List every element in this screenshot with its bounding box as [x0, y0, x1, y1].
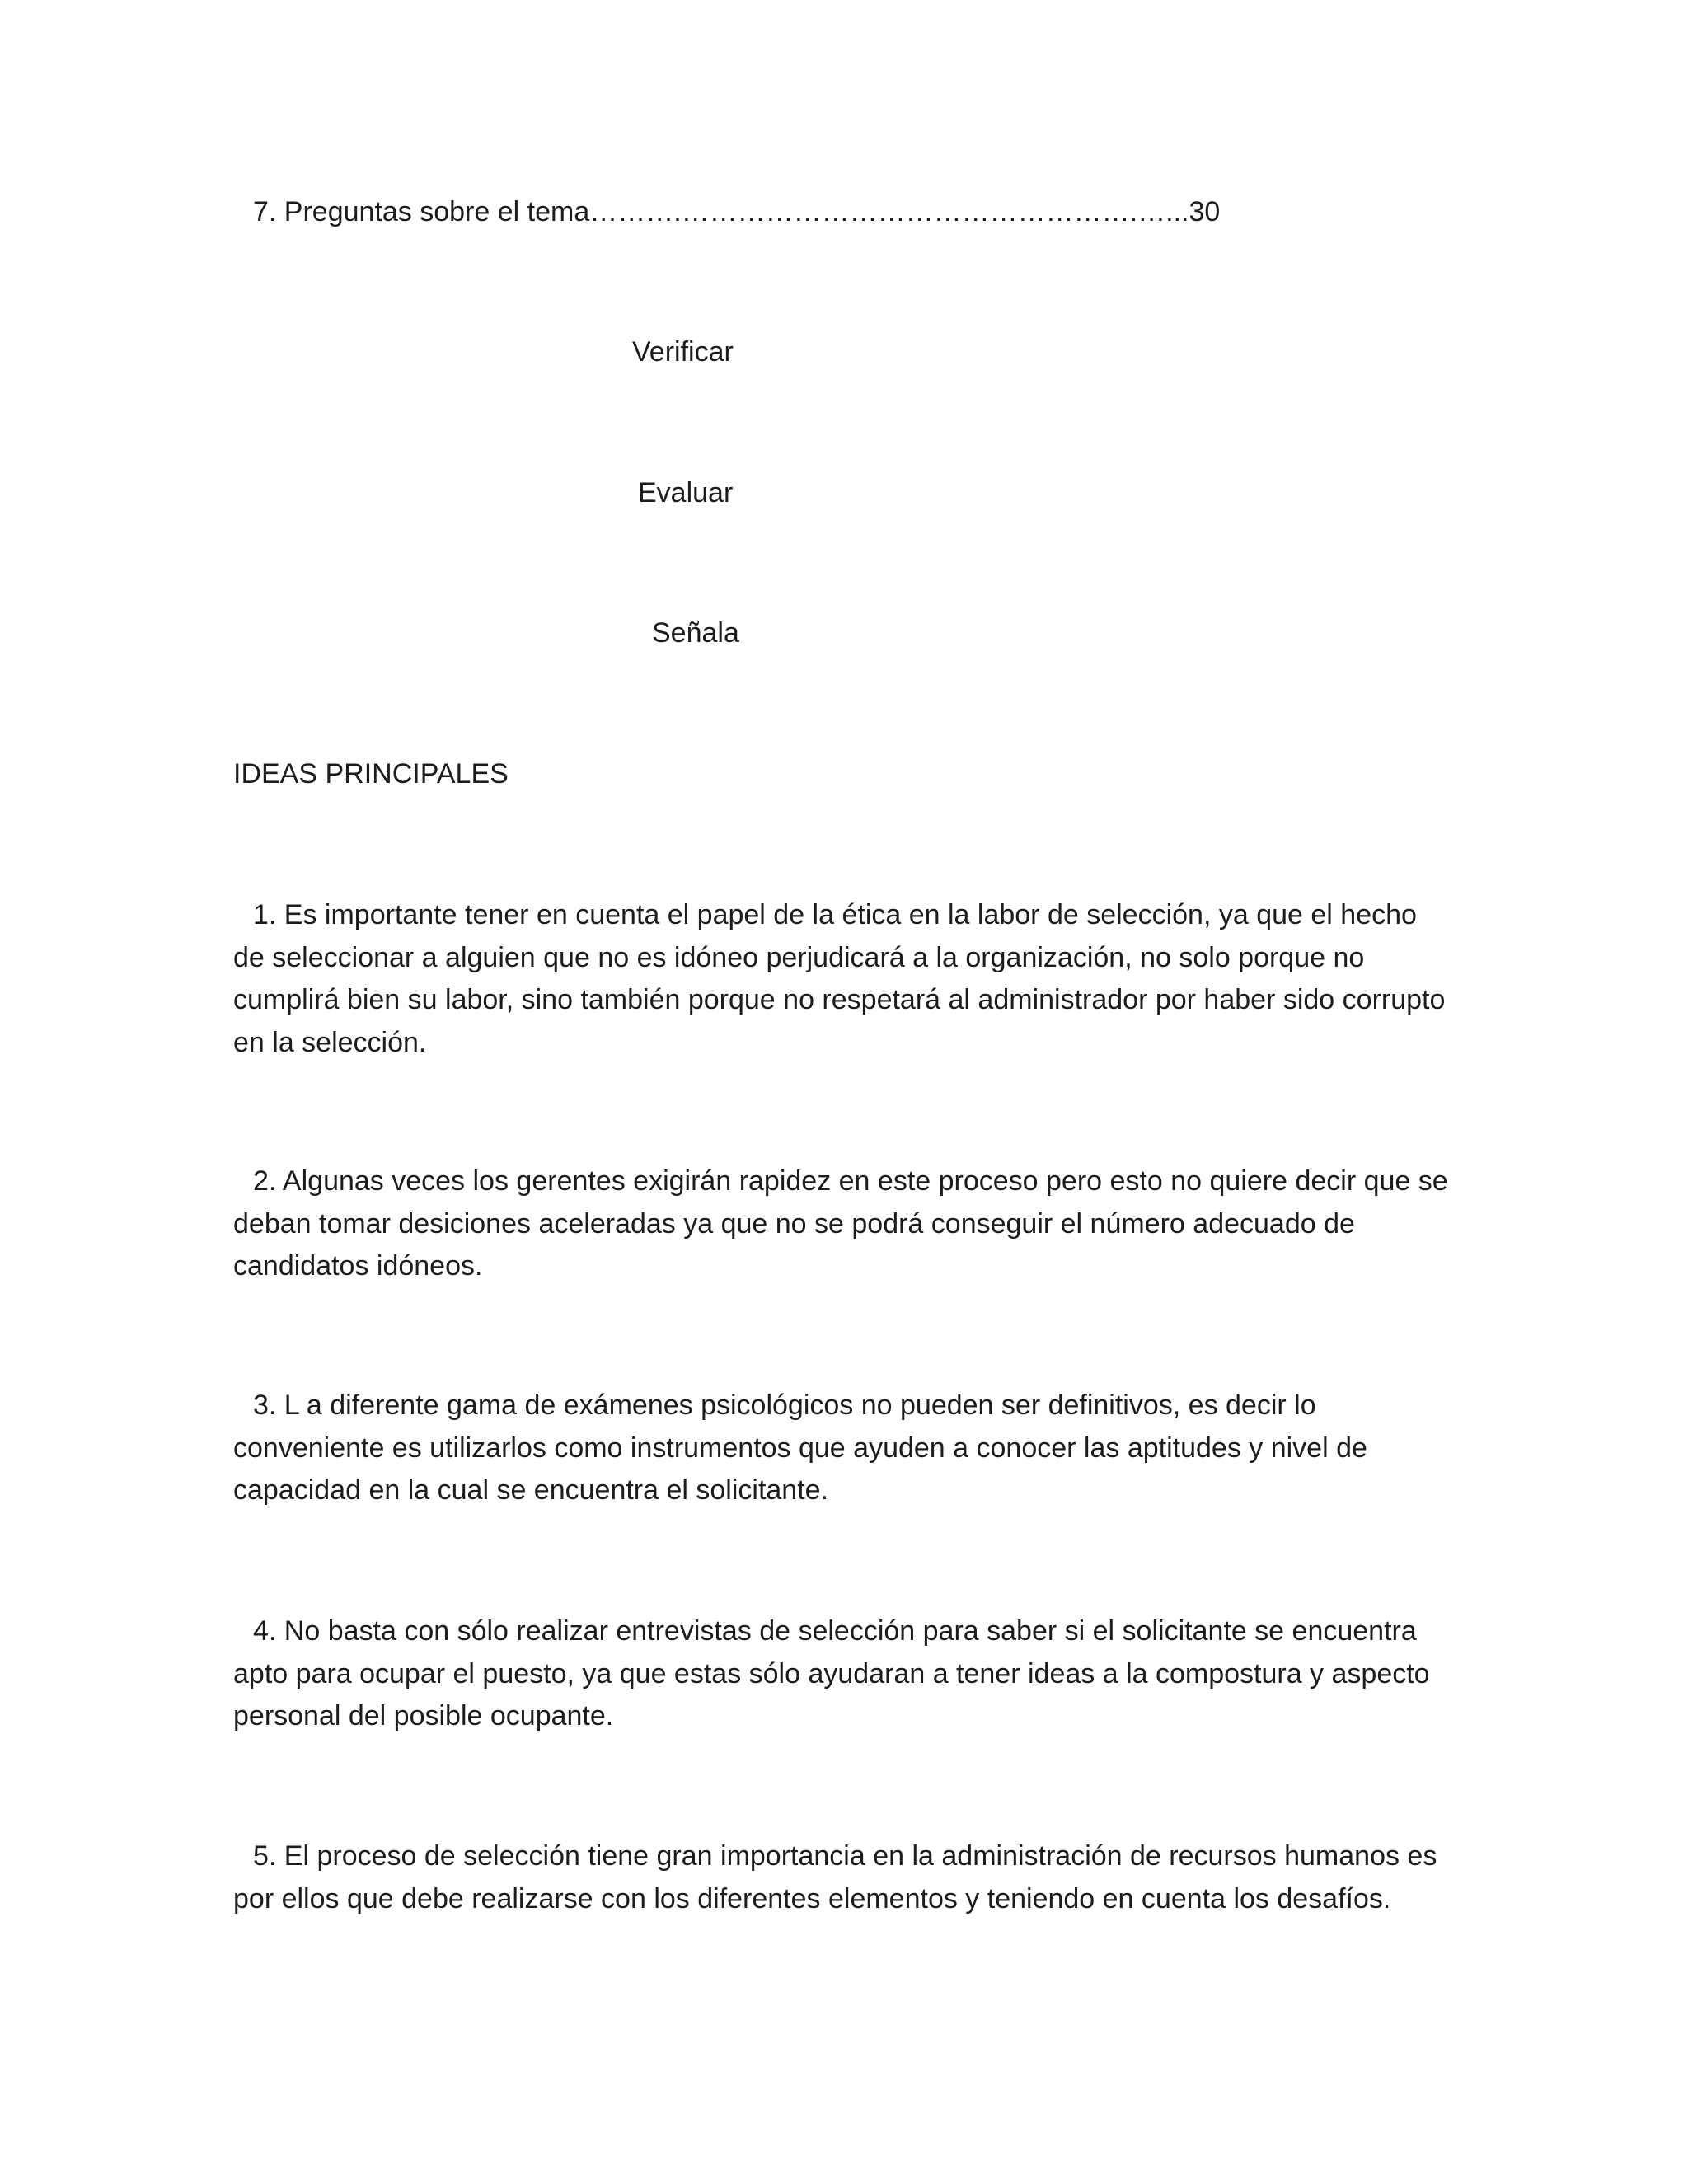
idea-paragraph-1: 1. Es importante tener en cuenta el papel de la ética en la labor de selección, ya que el hecho de seleccionar a alguien que no es idóneo perjudicará a la organización, no solo porque no cumplirá bien su labor, sino también porque no respetará al administrador por haber sido corrupto en la selección.: [233, 899, 1446, 1058]
idea-paragraph-4: 4. No basta con sólo realizar entrevistas de selección para saber si el solicitante se encuentra apto para ocupar el puesto, ya que estas sólo ayudaran a tener ideas a la compostura y aspecto personal del posible ocupante.: [233, 1615, 1430, 1732]
keyword-evaluar: Evaluar: [638, 477, 734, 509]
keyword-verificar: Verificar: [632, 336, 734, 368]
section-heading: IDEAS PRINCIPALES: [233, 758, 509, 790]
idea-paragraph-2: 2. Algunas veces los gerentes exigirán rapidez en este proceso pero esto no quiere decir que se deban tomar desiciones aceleradas ya que no se podrá conseguir el número adecuado de candidatos idóneos.: [233, 1165, 1448, 1282]
toc-entry: 7. Preguntas sobre el tema……….………………………………………….…...30: [253, 196, 1221, 227]
idea-paragraph-5: 5. El proceso de selección tiene gran importancia en la administración de recursos humanos es por ellos que debe realizarse con los diferentes elementos y teniendo en cuenta los desafíos.: [233, 1840, 1437, 1915]
idea-paragraph-3: 3. L a diferente gama de exámenes psicológicos no pueden ser definitivos, es decir lo conveniente es utilizarlos como instrumentos que ayuden a conocer las aptitudes y nivel de capacidad en la cual se encuentra el solicitante.: [233, 1390, 1367, 1506]
keyword-senala: Señala: [652, 617, 739, 649]
